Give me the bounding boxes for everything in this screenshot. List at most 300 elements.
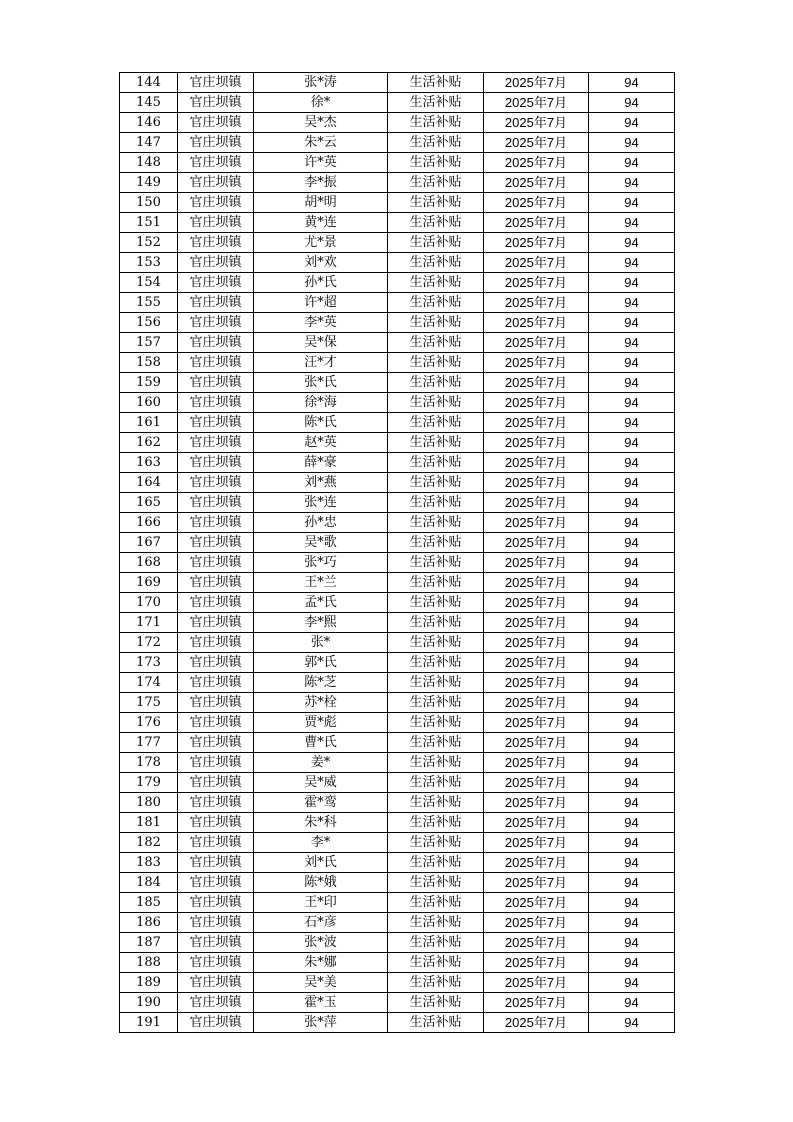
name-cell: 张*连 bbox=[254, 493, 388, 513]
name-cell: 张*涛 bbox=[254, 73, 388, 93]
subsidy-type-cell: 生活补贴 bbox=[388, 553, 484, 573]
row-number-cell: 185 bbox=[120, 893, 178, 913]
table-row bbox=[120, 973, 675, 993]
subsidy-type-cell: 生活补贴 bbox=[388, 933, 484, 953]
amount-cell: 94 bbox=[589, 173, 675, 193]
month-cell: 2025年7月 bbox=[484, 333, 589, 353]
name-cell: 陈*氏 bbox=[254, 413, 388, 433]
subsidy-type-cell: 生活补贴 bbox=[388, 673, 484, 693]
name-cell: 许*英 bbox=[254, 153, 388, 173]
subsidy-type-cell: 生活补贴 bbox=[388, 653, 484, 673]
subsidy-type-cell: 生活补贴 bbox=[388, 393, 484, 413]
amount-cell: 94 bbox=[589, 333, 675, 353]
month-cell: 2025年7月 bbox=[484, 873, 589, 893]
subsidy-type-cell: 生活补贴 bbox=[388, 613, 484, 633]
town-cell: 官庄坝镇 bbox=[178, 773, 254, 793]
table-row bbox=[120, 693, 675, 713]
row-number-cell: 172 bbox=[120, 633, 178, 653]
table-row bbox=[120, 653, 675, 673]
name-cell: 吴*威 bbox=[254, 773, 388, 793]
row-number-cell: 162 bbox=[120, 433, 178, 453]
amount-cell: 94 bbox=[589, 493, 675, 513]
town-cell: 官庄坝镇 bbox=[178, 473, 254, 493]
row-number-cell: 144 bbox=[120, 73, 178, 93]
month-cell: 2025年7月 bbox=[484, 373, 589, 393]
month-cell: 2025年7月 bbox=[484, 153, 589, 173]
name-cell: 石*彦 bbox=[254, 913, 388, 933]
name-cell: 贾*彪 bbox=[254, 713, 388, 733]
table-row bbox=[120, 133, 675, 153]
row-number-cell: 163 bbox=[120, 453, 178, 473]
row-number-cell: 161 bbox=[120, 413, 178, 433]
town-cell: 官庄坝镇 bbox=[178, 993, 254, 1013]
month-cell: 2025年7月 bbox=[484, 813, 589, 833]
table-row bbox=[120, 533, 675, 553]
name-cell: 刘*欢 bbox=[254, 253, 388, 273]
month-cell: 2025年7月 bbox=[484, 253, 589, 273]
row-number-cell: 190 bbox=[120, 993, 178, 1013]
row-number-cell: 149 bbox=[120, 173, 178, 193]
amount-cell: 94 bbox=[589, 193, 675, 213]
town-cell: 官庄坝镇 bbox=[178, 253, 254, 273]
subsidy-type-cell: 生活补贴 bbox=[388, 1013, 484, 1033]
row-number-cell: 183 bbox=[120, 853, 178, 873]
name-cell: 朱*科 bbox=[254, 813, 388, 833]
subsidy-type-cell: 生活补贴 bbox=[388, 193, 484, 213]
name-cell: 孙*忠 bbox=[254, 513, 388, 533]
month-cell: 2025年7月 bbox=[484, 673, 589, 693]
subsidy-type-cell: 生活补贴 bbox=[388, 693, 484, 713]
table-row bbox=[120, 553, 675, 573]
town-cell: 官庄坝镇 bbox=[178, 933, 254, 953]
table-row bbox=[120, 753, 675, 773]
table-row bbox=[120, 673, 675, 693]
table-row bbox=[120, 253, 675, 273]
table-row bbox=[120, 453, 675, 473]
table-row bbox=[120, 373, 675, 393]
table-row bbox=[120, 313, 675, 333]
town-cell: 官庄坝镇 bbox=[178, 413, 254, 433]
town-cell: 官庄坝镇 bbox=[178, 653, 254, 673]
name-cell: 吴*杰 bbox=[254, 113, 388, 133]
month-cell: 2025年7月 bbox=[484, 593, 589, 613]
row-number-cell: 156 bbox=[120, 313, 178, 333]
name-cell: 姜* bbox=[254, 753, 388, 773]
amount-cell: 94 bbox=[589, 933, 675, 953]
town-cell: 官庄坝镇 bbox=[178, 313, 254, 333]
month-cell: 2025年7月 bbox=[484, 853, 589, 873]
town-cell: 官庄坝镇 bbox=[178, 133, 254, 153]
month-cell: 2025年7月 bbox=[484, 653, 589, 673]
name-cell: 徐* bbox=[254, 93, 388, 113]
month-cell: 2025年7月 bbox=[484, 953, 589, 973]
amount-cell: 94 bbox=[589, 113, 675, 133]
amount-cell: 94 bbox=[589, 633, 675, 653]
subsidy-type-cell: 生活补贴 bbox=[388, 513, 484, 533]
table-row bbox=[120, 913, 675, 933]
month-cell: 2025年7月 bbox=[484, 773, 589, 793]
amount-cell: 94 bbox=[589, 313, 675, 333]
subsidy-type-cell: 生活补贴 bbox=[388, 593, 484, 613]
row-number-cell: 152 bbox=[120, 233, 178, 253]
month-cell: 2025年7月 bbox=[484, 833, 589, 853]
table-row bbox=[120, 713, 675, 733]
name-cell: 张*萍 bbox=[254, 1013, 388, 1033]
amount-cell: 94 bbox=[589, 773, 675, 793]
subsidy-type-cell: 生活补贴 bbox=[388, 133, 484, 153]
town-cell: 官庄坝镇 bbox=[178, 373, 254, 393]
row-number-cell: 147 bbox=[120, 133, 178, 153]
town-cell: 官庄坝镇 bbox=[178, 713, 254, 733]
name-cell: 陈*芝 bbox=[254, 673, 388, 693]
row-number-cell: 180 bbox=[120, 793, 178, 813]
town-cell: 官庄坝镇 bbox=[178, 293, 254, 313]
town-cell: 官庄坝镇 bbox=[178, 493, 254, 513]
row-number-cell: 157 bbox=[120, 333, 178, 353]
subsidy-type-cell: 生活补贴 bbox=[388, 993, 484, 1013]
month-cell: 2025年7月 bbox=[484, 733, 589, 753]
town-cell: 官庄坝镇 bbox=[178, 593, 254, 613]
name-cell: 王*兰 bbox=[254, 573, 388, 593]
table-row bbox=[120, 393, 675, 413]
subsidy-type-cell: 生活补贴 bbox=[388, 913, 484, 933]
subsidy-type-cell: 生活补贴 bbox=[388, 333, 484, 353]
row-number-cell: 173 bbox=[120, 653, 178, 673]
town-cell: 官庄坝镇 bbox=[178, 233, 254, 253]
amount-cell: 94 bbox=[589, 913, 675, 933]
month-cell: 2025年7月 bbox=[484, 313, 589, 333]
month-cell: 2025年7月 bbox=[484, 973, 589, 993]
table-row bbox=[120, 933, 675, 953]
town-cell: 官庄坝镇 bbox=[178, 693, 254, 713]
town-cell: 官庄坝镇 bbox=[178, 793, 254, 813]
town-cell: 官庄坝镇 bbox=[178, 173, 254, 193]
name-cell: 张*氏 bbox=[254, 373, 388, 393]
row-number-cell: 155 bbox=[120, 293, 178, 313]
town-cell: 官庄坝镇 bbox=[178, 833, 254, 853]
table-body bbox=[120, 73, 675, 1033]
town-cell: 官庄坝镇 bbox=[178, 213, 254, 233]
row-number-cell: 191 bbox=[120, 1013, 178, 1033]
name-cell: 薛*豪 bbox=[254, 453, 388, 473]
table-row bbox=[120, 473, 675, 493]
row-number-cell: 151 bbox=[120, 213, 178, 233]
amount-cell: 94 bbox=[589, 153, 675, 173]
month-cell: 2025年7月 bbox=[484, 293, 589, 313]
amount-cell: 94 bbox=[589, 873, 675, 893]
row-number-cell: 181 bbox=[120, 813, 178, 833]
row-number-cell: 182 bbox=[120, 833, 178, 853]
month-cell: 2025年7月 bbox=[484, 933, 589, 953]
amount-cell: 94 bbox=[589, 593, 675, 613]
table-row bbox=[120, 573, 675, 593]
month-cell: 2025年7月 bbox=[484, 353, 589, 373]
month-cell: 2025年7月 bbox=[484, 533, 589, 553]
row-number-cell: 148 bbox=[120, 153, 178, 173]
town-cell: 官庄坝镇 bbox=[178, 913, 254, 933]
row-number-cell: 186 bbox=[120, 913, 178, 933]
table-row bbox=[120, 633, 675, 653]
subsidy-table bbox=[119, 72, 675, 1033]
town-cell: 官庄坝镇 bbox=[178, 633, 254, 653]
amount-cell: 94 bbox=[589, 973, 675, 993]
name-cell: 李*熙 bbox=[254, 613, 388, 633]
table-row bbox=[120, 733, 675, 753]
subsidy-type-cell: 生活补贴 bbox=[388, 793, 484, 813]
table-row bbox=[120, 893, 675, 913]
amount-cell: 94 bbox=[589, 413, 675, 433]
subsidy-type-cell: 生活补贴 bbox=[388, 373, 484, 393]
name-cell: 霍*鸾 bbox=[254, 793, 388, 813]
subsidy-type-cell: 生活补贴 bbox=[388, 573, 484, 593]
amount-cell: 94 bbox=[589, 513, 675, 533]
amount-cell: 94 bbox=[589, 273, 675, 293]
town-cell: 官庄坝镇 bbox=[178, 273, 254, 293]
table-row bbox=[120, 833, 675, 853]
table-row bbox=[120, 793, 675, 813]
row-number-cell: 171 bbox=[120, 613, 178, 633]
table-row bbox=[120, 493, 675, 513]
town-cell: 官庄坝镇 bbox=[178, 433, 254, 453]
amount-cell: 94 bbox=[589, 553, 675, 573]
amount-cell: 94 bbox=[589, 713, 675, 733]
row-number-cell: 189 bbox=[120, 973, 178, 993]
month-cell: 2025年7月 bbox=[484, 233, 589, 253]
subsidy-type-cell: 生活补贴 bbox=[388, 473, 484, 493]
subsidy-type-cell: 生活补贴 bbox=[388, 893, 484, 913]
town-cell: 官庄坝镇 bbox=[178, 193, 254, 213]
month-cell: 2025年7月 bbox=[484, 893, 589, 913]
row-number-cell: 153 bbox=[120, 253, 178, 273]
row-number-cell: 187 bbox=[120, 933, 178, 953]
table-row bbox=[120, 513, 675, 533]
subsidy-type-cell: 生活补贴 bbox=[388, 413, 484, 433]
amount-cell: 94 bbox=[589, 393, 675, 413]
row-number-cell: 168 bbox=[120, 553, 178, 573]
month-cell: 2025年7月 bbox=[484, 693, 589, 713]
amount-cell: 94 bbox=[589, 133, 675, 153]
subsidy-type-cell: 生活补贴 bbox=[388, 813, 484, 833]
row-number-cell: 159 bbox=[120, 373, 178, 393]
row-number-cell: 167 bbox=[120, 533, 178, 553]
amount-cell: 94 bbox=[589, 293, 675, 313]
month-cell: 2025年7月 bbox=[484, 993, 589, 1013]
name-cell: 刘*氏 bbox=[254, 853, 388, 873]
month-cell: 2025年7月 bbox=[484, 273, 589, 293]
row-number-cell: 164 bbox=[120, 473, 178, 493]
month-cell: 2025年7月 bbox=[484, 513, 589, 533]
town-cell: 官庄坝镇 bbox=[178, 353, 254, 373]
amount-cell: 94 bbox=[589, 653, 675, 673]
month-cell: 2025年7月 bbox=[484, 553, 589, 573]
subsidy-type-cell: 生活补贴 bbox=[388, 973, 484, 993]
row-number-cell: 170 bbox=[120, 593, 178, 613]
table-row bbox=[120, 293, 675, 313]
month-cell: 2025年7月 bbox=[484, 573, 589, 593]
table-row bbox=[120, 773, 675, 793]
name-cell: 吴*歌 bbox=[254, 533, 388, 553]
table-row bbox=[120, 113, 675, 133]
subsidy-type-cell: 生活补贴 bbox=[388, 853, 484, 873]
name-cell: 尤*景 bbox=[254, 233, 388, 253]
name-cell: 黄*连 bbox=[254, 213, 388, 233]
subsidy-type-cell: 生活补贴 bbox=[388, 533, 484, 553]
name-cell: 许*超 bbox=[254, 293, 388, 313]
month-cell: 2025年7月 bbox=[484, 93, 589, 113]
amount-cell: 94 bbox=[589, 893, 675, 913]
row-number-cell: 145 bbox=[120, 93, 178, 113]
amount-cell: 94 bbox=[589, 813, 675, 833]
month-cell: 2025年7月 bbox=[484, 413, 589, 433]
name-cell: 陈*娥 bbox=[254, 873, 388, 893]
name-cell: 刘*燕 bbox=[254, 473, 388, 493]
amount-cell: 94 bbox=[589, 533, 675, 553]
town-cell: 官庄坝镇 bbox=[178, 513, 254, 533]
name-cell: 李*振 bbox=[254, 173, 388, 193]
subsidy-type-cell: 生活补贴 bbox=[388, 293, 484, 313]
table-row bbox=[120, 173, 675, 193]
table-row bbox=[120, 1013, 675, 1033]
month-cell: 2025年7月 bbox=[484, 633, 589, 653]
subsidy-type-cell: 生活补贴 bbox=[388, 73, 484, 93]
name-cell: 汪*才 bbox=[254, 353, 388, 373]
name-cell: 张*巧 bbox=[254, 553, 388, 573]
subsidy-type-cell: 生活补贴 bbox=[388, 213, 484, 233]
name-cell: 朱*娜 bbox=[254, 953, 388, 973]
subsidy-type-cell: 生活补贴 bbox=[388, 453, 484, 473]
table-row bbox=[120, 273, 675, 293]
amount-cell: 94 bbox=[589, 613, 675, 633]
table-row bbox=[120, 873, 675, 893]
subsidy-type-cell: 生活补贴 bbox=[388, 953, 484, 973]
subsidy-type-cell: 生活补贴 bbox=[388, 173, 484, 193]
name-cell: 胡*明 bbox=[254, 193, 388, 213]
town-cell: 官庄坝镇 bbox=[178, 1013, 254, 1033]
table-row bbox=[120, 213, 675, 233]
amount-cell: 94 bbox=[589, 453, 675, 473]
row-number-cell: 160 bbox=[120, 393, 178, 413]
town-cell: 官庄坝镇 bbox=[178, 613, 254, 633]
town-cell: 官庄坝镇 bbox=[178, 153, 254, 173]
amount-cell: 94 bbox=[589, 93, 675, 113]
month-cell: 2025年7月 bbox=[484, 493, 589, 513]
name-cell: 李*英 bbox=[254, 313, 388, 333]
table-row bbox=[120, 353, 675, 373]
month-cell: 2025年7月 bbox=[484, 133, 589, 153]
row-number-cell: 146 bbox=[120, 113, 178, 133]
subsidy-type-cell: 生活补贴 bbox=[388, 833, 484, 853]
name-cell: 赵*英 bbox=[254, 433, 388, 453]
town-cell: 官庄坝镇 bbox=[178, 533, 254, 553]
table-row bbox=[120, 993, 675, 1013]
name-cell: 霍*玉 bbox=[254, 993, 388, 1013]
town-cell: 官庄坝镇 bbox=[178, 393, 254, 413]
subsidy-type-cell: 生活补贴 bbox=[388, 253, 484, 273]
amount-cell: 94 bbox=[589, 1013, 675, 1033]
month-cell: 2025年7月 bbox=[484, 213, 589, 233]
row-number-cell: 184 bbox=[120, 873, 178, 893]
subsidy-type-cell: 生活补贴 bbox=[388, 493, 484, 513]
name-cell: 吴*美 bbox=[254, 973, 388, 993]
town-cell: 官庄坝镇 bbox=[178, 753, 254, 773]
month-cell: 2025年7月 bbox=[484, 73, 589, 93]
row-number-cell: 175 bbox=[120, 693, 178, 713]
subsidy-type-cell: 生活补贴 bbox=[388, 93, 484, 113]
row-number-cell: 166 bbox=[120, 513, 178, 533]
row-number-cell: 174 bbox=[120, 673, 178, 693]
table-row bbox=[120, 853, 675, 873]
subsidy-type-cell: 生活补贴 bbox=[388, 353, 484, 373]
table-row bbox=[120, 73, 675, 93]
month-cell: 2025年7月 bbox=[484, 473, 589, 493]
row-number-cell: 176 bbox=[120, 713, 178, 733]
month-cell: 2025年7月 bbox=[484, 193, 589, 213]
town-cell: 官庄坝镇 bbox=[178, 813, 254, 833]
town-cell: 官庄坝镇 bbox=[178, 673, 254, 693]
month-cell: 2025年7月 bbox=[484, 1013, 589, 1033]
amount-cell: 94 bbox=[589, 233, 675, 253]
table-row bbox=[120, 413, 675, 433]
town-cell: 官庄坝镇 bbox=[178, 333, 254, 353]
table-row bbox=[120, 613, 675, 633]
month-cell: 2025年7月 bbox=[484, 613, 589, 633]
town-cell: 官庄坝镇 bbox=[178, 573, 254, 593]
name-cell: 曹*氏 bbox=[254, 733, 388, 753]
month-cell: 2025年7月 bbox=[484, 713, 589, 733]
table-row bbox=[120, 813, 675, 833]
subsidy-type-cell: 生活补贴 bbox=[388, 873, 484, 893]
name-cell: 王*印 bbox=[254, 893, 388, 913]
name-cell: 张* bbox=[254, 633, 388, 653]
town-cell: 官庄坝镇 bbox=[178, 953, 254, 973]
town-cell: 官庄坝镇 bbox=[178, 893, 254, 913]
amount-cell: 94 bbox=[589, 213, 675, 233]
table-row bbox=[120, 333, 675, 353]
month-cell: 2025年7月 bbox=[484, 433, 589, 453]
subsidy-type-cell: 生活补贴 bbox=[388, 233, 484, 253]
town-cell: 官庄坝镇 bbox=[178, 453, 254, 473]
amount-cell: 94 bbox=[589, 73, 675, 93]
name-cell: 苏*栓 bbox=[254, 693, 388, 713]
subsidy-type-cell: 生活补贴 bbox=[388, 733, 484, 753]
name-cell: 朱*云 bbox=[254, 133, 388, 153]
table-row bbox=[120, 193, 675, 213]
table-row bbox=[120, 233, 675, 253]
month-cell: 2025年7月 bbox=[484, 173, 589, 193]
table-row bbox=[120, 93, 675, 113]
subsidy-type-cell: 生活补贴 bbox=[388, 773, 484, 793]
amount-cell: 94 bbox=[589, 253, 675, 273]
subsidy-type-cell: 生活补贴 bbox=[388, 753, 484, 773]
row-number-cell: 154 bbox=[120, 273, 178, 293]
table-row bbox=[120, 593, 675, 613]
town-cell: 官庄坝镇 bbox=[178, 973, 254, 993]
subsidy-type-cell: 生活补贴 bbox=[388, 273, 484, 293]
row-number-cell: 188 bbox=[120, 953, 178, 973]
amount-cell: 94 bbox=[589, 473, 675, 493]
amount-cell: 94 bbox=[589, 833, 675, 853]
month-cell: 2025年7月 bbox=[484, 453, 589, 473]
table-row bbox=[120, 433, 675, 453]
amount-cell: 94 bbox=[589, 953, 675, 973]
town-cell: 官庄坝镇 bbox=[178, 873, 254, 893]
table-row bbox=[120, 953, 675, 973]
amount-cell: 94 bbox=[589, 993, 675, 1013]
amount-cell: 94 bbox=[589, 353, 675, 373]
month-cell: 2025年7月 bbox=[484, 913, 589, 933]
subsidy-type-cell: 生活补贴 bbox=[388, 113, 484, 133]
name-cell: 孟*氏 bbox=[254, 593, 388, 613]
